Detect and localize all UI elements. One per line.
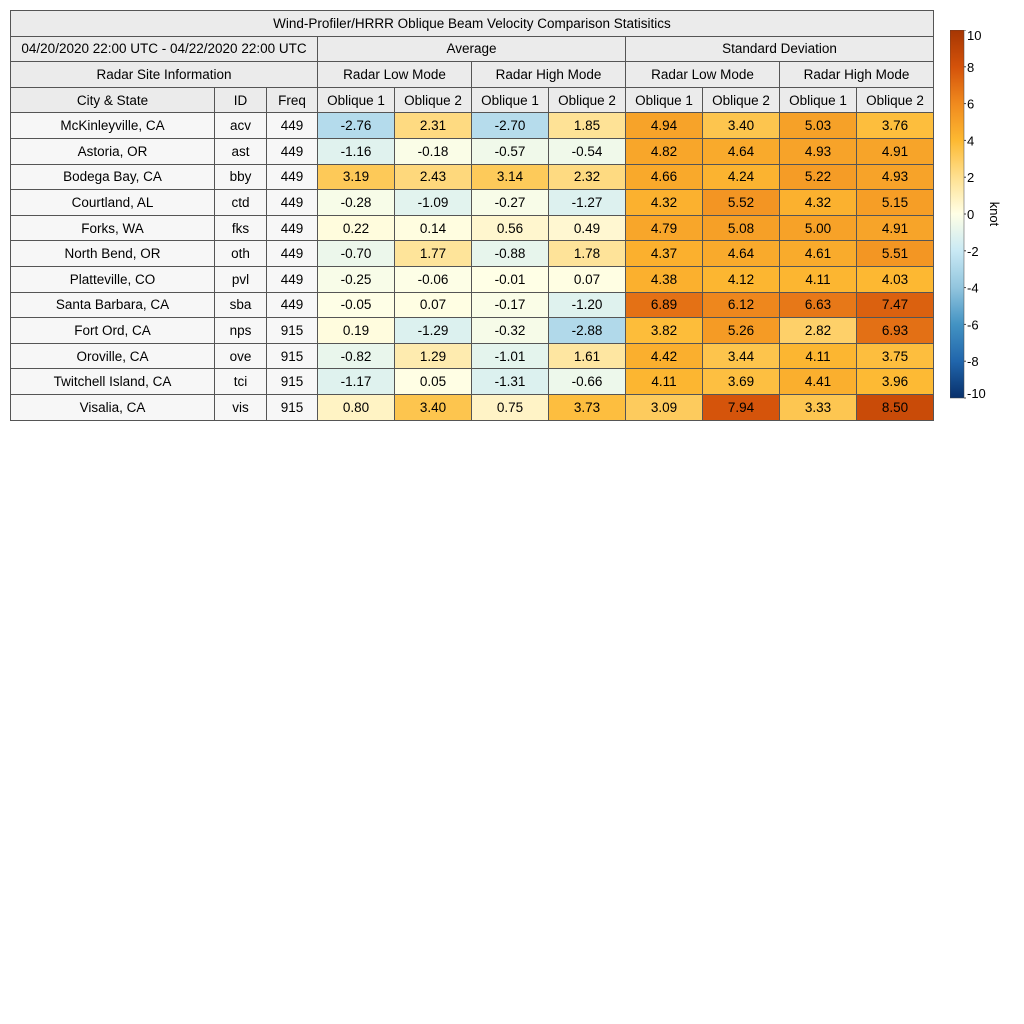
value-cell: 1.77 [395,241,472,267]
value-cell: 0.14 [395,215,472,241]
site-id: fks [215,215,267,241]
table-row [11,113,934,139]
value-cell: 0.56 [472,215,549,241]
value-cell: -0.88 [472,241,549,267]
mode-header: Radar Low Mode [626,62,780,88]
mode-header: Radar High Mode [780,62,934,88]
value-cell: 1.29 [395,343,472,369]
value-cell: 3.69 [703,369,780,395]
value-cell: 3.19 [318,164,395,190]
value-cell: 7.94 [703,394,780,420]
value-cell: 4.37 [626,241,703,267]
site-freq: 449 [267,164,318,190]
value-cell: 7.47 [857,292,934,318]
site-city: Twitchell Island, CA [11,369,215,395]
value-cell: 4.11 [780,266,857,292]
site-freq: 449 [267,215,318,241]
site-freq: 449 [267,138,318,164]
value-cell: 4.82 [626,138,703,164]
value-cell: 2.32 [549,164,626,190]
colorbar-tick-label: 4 [967,133,975,149]
site-city: Astoria, OR [11,138,215,164]
site-id: pvl [215,266,267,292]
value-cell: -0.27 [472,190,549,216]
column-header: City & State [11,87,215,113]
site-freq: 915 [267,318,318,344]
value-cell: 4.41 [780,369,857,395]
table-row [11,190,934,216]
column-header: Oblique 1 [472,87,549,113]
value-cell: -1.01 [472,343,549,369]
value-cell: 3.96 [857,369,934,395]
site-freq: 449 [267,241,318,267]
value-cell: -2.70 [472,113,549,139]
table-row [11,215,934,241]
table-row [11,266,934,292]
value-cell: -0.82 [318,343,395,369]
table-row [11,87,934,113]
colorbar-tick-label: -8 [967,354,979,370]
value-cell: -1.17 [318,369,395,395]
value-cell: 6.12 [703,292,780,318]
value-cell: 4.11 [626,369,703,395]
site-freq: 449 [267,266,318,292]
value-cell: 0.19 [318,318,395,344]
table-row [11,164,934,190]
value-cell: -1.29 [395,318,472,344]
site-id: ast [215,138,267,164]
value-cell: 5.08 [703,215,780,241]
value-cell: 4.93 [857,164,934,190]
value-cell: 4.12 [703,266,780,292]
table-row [11,241,934,267]
value-cell: 4.64 [703,241,780,267]
value-cell: -2.76 [318,113,395,139]
value-cell: 4.61 [780,241,857,267]
value-cell: 5.51 [857,241,934,267]
site-city: Santa Barbara, CA [11,292,215,318]
value-cell: -0.54 [549,138,626,164]
value-cell: 1.78 [549,241,626,267]
mode-header: Radar Low Mode [318,62,472,88]
value-cell: 3.73 [549,394,626,420]
value-cell: -0.18 [395,138,472,164]
colorbar-tick-label: 2 [967,170,975,186]
value-cell: -0.05 [318,292,395,318]
column-header: Oblique 2 [549,87,626,113]
value-cell: -2.88 [549,318,626,344]
value-cell: -1.20 [549,292,626,318]
site-id: tci [215,369,267,395]
value-cell: 2.82 [780,318,857,344]
value-cell: 4.64 [703,138,780,164]
table-row [11,138,934,164]
value-cell: 4.66 [626,164,703,190]
value-cell: 5.22 [780,164,857,190]
colorbar [950,30,1010,410]
value-cell: 4.91 [857,215,934,241]
value-cell: 4.93 [780,138,857,164]
value-cell: 5.52 [703,190,780,216]
value-cell: -1.31 [472,369,549,395]
value-cell: -1.16 [318,138,395,164]
site-freq: 915 [267,343,318,369]
colorbar-tick-label: 6 [967,96,975,112]
colorbar-tick-label: -10 [967,386,986,401]
value-cell: 0.05 [395,369,472,395]
site-freq: 915 [267,394,318,420]
comparison-table [10,10,934,421]
site-city: North Bend, OR [11,241,215,267]
table-row [11,318,934,344]
table-row [11,394,934,420]
column-header: Freq [267,87,318,113]
value-cell: 3.40 [395,394,472,420]
colorbar-label: knot [987,201,1002,227]
value-cell: 3.40 [703,113,780,139]
table-row [11,343,934,369]
value-cell: -0.57 [472,138,549,164]
table-title: Wind-Profiler/HRRR Oblique Beam Velocity Comparison Statisitics [11,11,934,37]
value-cell: -0.66 [549,369,626,395]
value-cell: -0.01 [472,266,549,292]
column-header: Oblique 1 [780,87,857,113]
site-city: McKinleyville, CA [11,113,215,139]
table-row [11,369,934,395]
value-cell: 2.43 [395,164,472,190]
site-city: Courtland, AL [11,190,215,216]
site-id: sba [215,292,267,318]
table-row [11,11,934,37]
site-id: acv [215,113,267,139]
value-cell: 6.93 [857,318,934,344]
site-id: ove [215,343,267,369]
value-cell: 3.33 [780,394,857,420]
table-row [11,62,934,88]
value-cell: 3.14 [472,164,549,190]
value-cell: 4.32 [626,190,703,216]
mode-header: Radar High Mode [472,62,626,88]
site-city: Platteville, CO [11,266,215,292]
value-cell: -0.28 [318,190,395,216]
value-cell: 5.15 [857,190,934,216]
value-cell: 6.63 [780,292,857,318]
column-header: Oblique 2 [395,87,472,113]
colorbar-tick-label: -6 [967,317,979,333]
value-cell: 3.44 [703,343,780,369]
date-range: 04/20/2020 22:00 UTC - 04/22/2020 22:00 UTC [11,36,318,62]
value-cell: 4.03 [857,266,934,292]
value-cell: 8.50 [857,394,934,420]
value-cell: -0.06 [395,266,472,292]
site-id: nps [215,318,267,344]
site-id: oth [215,241,267,267]
table-row [11,36,934,62]
value-cell: 3.76 [857,113,934,139]
value-cell: 0.07 [395,292,472,318]
value-cell: 4.79 [626,215,703,241]
site-city: Bodega Bay, CA [11,164,215,190]
value-cell: -0.17 [472,292,549,318]
value-cell: 1.85 [549,113,626,139]
column-header: ID [215,87,267,113]
value-cell: 4.32 [780,190,857,216]
value-cell: 0.80 [318,394,395,420]
site-id: ctd [215,190,267,216]
value-cell: 0.07 [549,266,626,292]
value-cell: 3.75 [857,343,934,369]
value-cell: 5.00 [780,215,857,241]
colorbar-tick-label: 10 [967,30,982,43]
colorbar-tick-label: -2 [967,243,979,259]
value-cell: 4.11 [780,343,857,369]
value-cell: 6.89 [626,292,703,318]
site-city: Oroville, CA [11,343,215,369]
site-freq: 449 [267,292,318,318]
value-cell: 4.24 [703,164,780,190]
value-cell: -1.27 [549,190,626,216]
group-header-average: Average [318,36,626,62]
site-info-header: Radar Site Information [11,62,318,88]
value-cell: 4.42 [626,343,703,369]
value-cell: -0.32 [472,318,549,344]
column-header: Oblique 1 [318,87,395,113]
value-cell: 0.75 [472,394,549,420]
value-cell: 5.26 [703,318,780,344]
site-id: vis [215,394,267,420]
value-cell: 0.22 [318,215,395,241]
colorbar-tick-label: 0 [967,207,975,222]
value-cell: 4.94 [626,113,703,139]
colorbar-gradient [950,30,964,398]
table-row [11,292,934,318]
value-cell: 1.61 [549,343,626,369]
colorbar-tick-label: -4 [967,280,979,296]
value-cell: 2.31 [395,113,472,139]
value-cell: -0.70 [318,241,395,267]
site-freq: 915 [267,369,318,395]
site-freq: 449 [267,113,318,139]
colorbar-tick-label: 8 [967,59,975,75]
column-header: Oblique 2 [703,87,780,113]
site-freq: 449 [267,190,318,216]
value-cell: 3.82 [626,318,703,344]
site-city: Fort Ord, CA [11,318,215,344]
value-cell: 5.03 [780,113,857,139]
value-cell: 4.91 [857,138,934,164]
site-city: Visalia, CA [11,394,215,420]
column-header: Oblique 2 [857,87,934,113]
site-id: bby [215,164,267,190]
site-city: Forks, WA [11,215,215,241]
value-cell: -0.25 [318,266,395,292]
value-cell: 3.09 [626,394,703,420]
value-cell: 4.38 [626,266,703,292]
column-header: Oblique 1 [626,87,703,113]
value-cell: -1.09 [395,190,472,216]
value-cell: 0.49 [549,215,626,241]
group-header-std-dev: Standard Deviation [626,36,934,62]
